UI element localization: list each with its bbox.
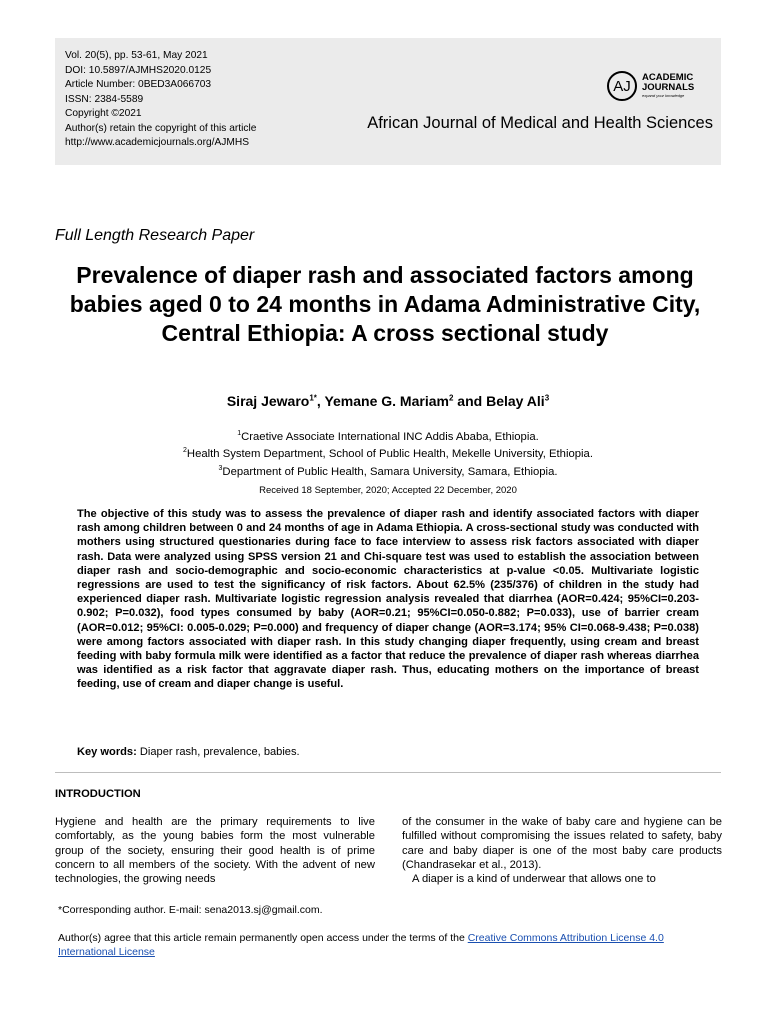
intro-column-left: [55, 815, 375, 886]
affiliation-mark: 2: [183, 447, 187, 455]
affiliation-line: [0, 427, 768, 444]
corresponding-author-note: *Corresponding author. E-mail: sena2013.sj@gmail.com.: [58, 904, 323, 916]
affiliation-mark: 3: [218, 464, 223, 472]
abstract: The objective of this study was to assess the prevalence of diaper rash and identify associated factors with diaper rash among children between 0 and 24 months of age in Adama Ethiopia. A cross-sectional study was conducted with mothers using structured questionaries during face to face interview to assess risk factors associated with diaper rash. Data were analyzed using SPSS version 21 and Chi-square test was used to establish the association between diaper rash and socio-demographic and socio-economic characteristics at p-value <0.05. Multivariate logistic regressions are used to test the significancy of risk factors. About 62.5% (235/376) of children in the study had experienced diaper rash. Multivariate logistic regression analysis revealed that diarrhea (AOR=0.424; 95%CI=0.203-0.902; P=0.032), food types consumed by baby (AOR=0.21; 95%CI=0.050-0.882; P=0.033), use of barrier cream (AOR=0.012; 95%CI: 0.005-0.029; P=0.000) and frequency of diaper change (AOR=3.174; 95% CI=0.068-9.438; P=0.038) were among factors associated with diaper rash. In this study changing diaper frequently, using cream and breast feeding with baby formula milk were identified as a factor that reduce the prevalence of diaper rash whereas diarrhea was identified as a risk factor that aggravate diaper rash. Thus, educating mothers on the importance of breast feeding, use of cream and diaper change is useful.: [77, 508, 699, 691]
author-affil-mark: 2: [448, 393, 454, 403]
paper-type: Full Length Research Paper: [55, 227, 255, 244]
intro-paragraph: of the consumer in the wake of baby care and hygiene can be fulfilled without compromising the issues related to safety, baby care and baby diaper is one of the most baby care products (Chandrasekar et al., 2013).: [402, 816, 722, 871]
license-text: Author(s) agree that this article remain permanently open access under the terms of the: [58, 932, 468, 944]
author-affil-mark: 3: [544, 393, 550, 403]
volume-line: Vol. 20(5), pp. 53-61, May 2021: [65, 50, 208, 61]
received-accepted-dates: Received 18 September, 2020; Accepted 22 December, 2020: [259, 485, 517, 496]
author-affil-mark: 1*: [309, 393, 317, 403]
academic-journals-logo: [607, 71, 694, 101]
affiliation-text: Health System Department, School of Public Health, Mekelle University, Ethiopia.: [186, 448, 593, 461]
affiliation-line: [0, 462, 768, 479]
author-name: Yemane G. Mariam: [324, 393, 449, 409]
license-link[interactable]: Creative Commons Attribution License 4.0 International License: [58, 932, 664, 958]
logo-word-journals: JOURNALS: [642, 82, 695, 93]
author-name: Belay Ali: [486, 393, 545, 409]
license-note: [58, 931, 720, 959]
issn-line: ISSN: 2384-5589: [65, 93, 144, 105]
affiliation-line: [0, 444, 768, 461]
intro-paragraph: A diaper is a kind of underwear that allows one to: [412, 873, 656, 886]
journal-header: [55, 38, 721, 165]
keywords-label: Key words:: [77, 746, 137, 758]
keywords-list: Diaper rash, prevalence, babies.: [136, 746, 300, 758]
logo-tagline: expand your knowledge: [642, 93, 685, 98]
affiliations: [0, 427, 768, 479]
journal-name: African Journal of Medical and Health Sciences: [367, 114, 713, 132]
copyright-retain-line: Author(s) retain the copyright of this article: [65, 122, 257, 134]
author-separator: ,: [316, 393, 325, 409]
article-metadata: [65, 49, 256, 151]
doi-line: DOI: 10.5897/AJMHS2020.0125: [65, 64, 212, 76]
keywords: [77, 746, 300, 758]
copyright-line: Copyright ©2021: [65, 108, 142, 119]
aj-logo-icon: AJ: [607, 71, 637, 101]
author-separator: and: [453, 393, 487, 409]
affiliation-text: Department of Public Health, Samara University, Samara, Ethiopia.: [222, 465, 558, 478]
author-list: [0, 393, 768, 409]
affiliation-mark: 1: [237, 430, 242, 437]
article-number-line: Article Number: 0BED3A066703: [65, 79, 212, 90]
introduction-heading: INTRODUCTION: [55, 788, 141, 800]
intro-column-right: [402, 815, 722, 886]
paper-title: Prevalence of diaper rash and associated factors among babies aged 0 to 24 months in Adama Administrative City, Central Ethiopia: A cross sectional study: [69, 262, 701, 346]
logo-wordmark: [642, 73, 694, 99]
logo-word-academic: ACADEMIC: [642, 72, 694, 83]
journal-url[interactable]: http://www.academicjournals.org/AJMHS: [65, 137, 250, 148]
author-name: Siraj Jewaro: [226, 393, 310, 409]
intro-paragraph: Hygiene and health are the primary requirements to live comfortably, as the young babies form the most vulnerable group of the society, ensuring their good health is of prime concern to all members of the society. With the advent of new technologies, the growing needs: [55, 816, 375, 886]
affiliation-text: Craetive Associate International INC Addis Ababa, Ethiopia.: [241, 430, 539, 443]
section-divider: [55, 772, 721, 773]
